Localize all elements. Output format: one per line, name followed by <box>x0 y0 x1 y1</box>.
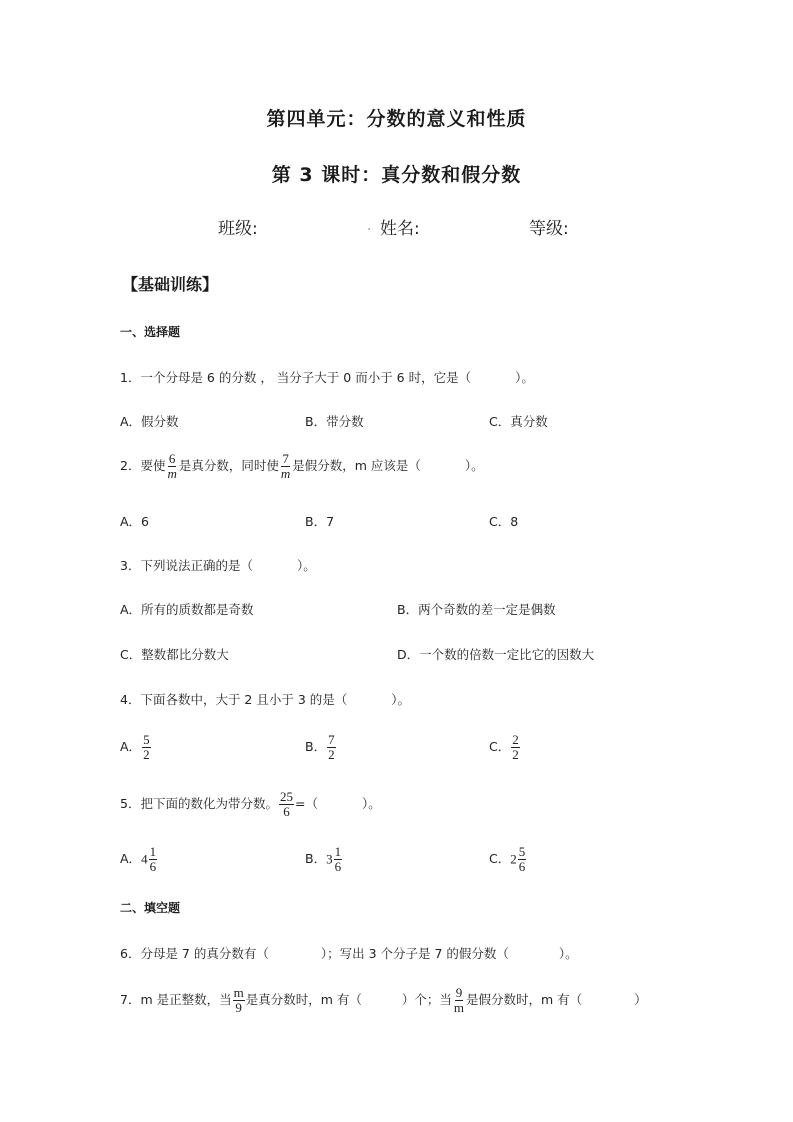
option-label: A． <box>120 851 142 866</box>
question-text: 是真分数时，m 有（ <box>245 992 362 1007</box>
question-number: 7． <box>120 992 141 1007</box>
option-a <box>120 845 158 874</box>
question-text: 一个分母是 6 的分数 ， 当分子大于 0 而小于 6 时，它是（ <box>140 370 472 385</box>
numerator: 5 <box>143 732 150 747</box>
question-tail: ）。 <box>391 692 411 707</box>
fraction <box>511 733 520 762</box>
denominator: m <box>167 466 177 481</box>
question-tail: ）。 <box>361 796 381 811</box>
option-b: B．7 <box>305 514 335 529</box>
numerator: 5 <box>518 844 526 859</box>
denominator: m <box>453 1000 465 1015</box>
question-2 <box>120 452 484 481</box>
option-d: D．一个数的倍数一定比它的因数大 <box>397 647 595 662</box>
option-label: B． <box>305 851 327 866</box>
fraction-7-over-m <box>280 452 291 481</box>
denominator: 6 <box>334 859 342 874</box>
basic-training-heading: 【基础训练】 <box>122 275 219 294</box>
question-text: m 是正整数，当 <box>140 992 232 1007</box>
denominator: 9 <box>235 1000 242 1015</box>
question-6 <box>120 944 578 962</box>
numerator: 2 <box>512 732 519 747</box>
question-text: ）个；当 <box>401 992 452 1007</box>
question-text: 分母是 7 的真分数有（ <box>140 946 269 961</box>
fraction-6-over-m <box>166 452 177 481</box>
section-heading-fill-blank: 二、填空题 <box>120 901 181 915</box>
numerator: 1 <box>149 844 157 859</box>
option-c: C．真分数 <box>489 414 548 429</box>
question-7 <box>120 986 647 1015</box>
option-c: C．整数都比分数大 <box>120 647 229 662</box>
option-b <box>305 845 343 874</box>
option-a: A．所有的质数都是奇数 <box>120 602 254 617</box>
fraction-m-over-9 <box>233 986 245 1015</box>
question-number: 4． <box>120 692 141 707</box>
question-tail: ）。 <box>515 370 534 385</box>
question-tail: ）。 <box>558 946 578 961</box>
whole-number: 2 <box>510 851 517 867</box>
denominator: 2 <box>512 747 519 762</box>
question-text: 把下面的数化为带分数。 <box>140 796 278 811</box>
fraction <box>327 733 336 762</box>
option-a: A．6 <box>120 514 150 529</box>
fraction-25-over-6 <box>279 790 294 819</box>
fraction <box>334 845 343 874</box>
fraction-9-over-m <box>453 986 465 1015</box>
question-number: 1． <box>120 370 141 385</box>
numerator: 7 <box>282 451 289 466</box>
option-b: B．两个奇数的差一定是偶数 <box>397 602 556 617</box>
denominator: 2 <box>328 747 335 762</box>
numerator: 7 <box>328 732 335 747</box>
question-1 <box>120 368 534 386</box>
numerator: 25 <box>279 789 293 804</box>
denominator: 6 <box>518 859 526 874</box>
numerator: 6 <box>168 451 176 466</box>
question-text: 是假分数时，m 有（ <box>466 992 583 1007</box>
question-tail: ） <box>634 992 647 1007</box>
question-5 <box>120 790 381 819</box>
section-heading-choice: 一、选择题 <box>120 325 181 339</box>
option-c: C．8 <box>489 514 519 529</box>
fraction <box>142 733 151 762</box>
fraction <box>518 845 527 874</box>
option-c <box>489 733 521 762</box>
fraction <box>149 845 158 874</box>
option-a: A．假分数 <box>120 414 179 429</box>
question-text: 是假分数，m 应该是（ <box>292 458 421 473</box>
option-b <box>305 733 337 762</box>
name-label: 姓名: <box>380 219 420 239</box>
question-text: 下面各数中，大于 2 且小于 3 的是（ <box>140 692 348 707</box>
whole-number: 4 <box>141 851 148 867</box>
question-number: 3． <box>120 558 141 573</box>
whole-number: 3 <box>326 851 333 867</box>
option-label: B． <box>305 739 327 754</box>
question-text: 是真分数，同时使 <box>178 458 279 473</box>
question-tail: ）。 <box>464 458 484 473</box>
class-label: 班级: <box>218 219 258 239</box>
question-text: 要使 <box>140 458 166 473</box>
numerator: 9 <box>455 985 463 1000</box>
lesson-title: 第 3 课时：真分数和假分数 <box>271 164 522 186</box>
question-number: 5． <box>120 796 141 811</box>
question-text: =（ <box>294 796 318 811</box>
option-label: C． <box>489 851 511 866</box>
option-c <box>489 845 527 874</box>
grade-label: 等级: <box>529 219 569 239</box>
denominator: 6 <box>149 859 157 874</box>
question-text: ）；写出 3 个分子是 7 的假分数（ <box>320 946 509 961</box>
denominator: 2 <box>143 747 150 762</box>
unit-title: 第四单元：分数的意义和性质 <box>266 108 527 130</box>
question-3 <box>120 556 316 574</box>
numerator: 1 <box>334 844 342 859</box>
decorative-dot: . <box>367 218 372 234</box>
question-tail: ）。 <box>296 558 316 573</box>
option-label: C． <box>489 739 511 754</box>
question-number: 6． <box>120 946 141 961</box>
option-a <box>120 733 152 762</box>
numerator: m <box>233 985 244 1000</box>
question-number: 2． <box>120 458 141 473</box>
question-text: 下列说法正确的是（ <box>140 558 253 573</box>
option-b: B．带分数 <box>305 414 364 429</box>
denominator: 6 <box>283 804 290 819</box>
option-label: A． <box>120 739 142 754</box>
question-4 <box>120 690 410 708</box>
denominator: m <box>280 466 291 481</box>
